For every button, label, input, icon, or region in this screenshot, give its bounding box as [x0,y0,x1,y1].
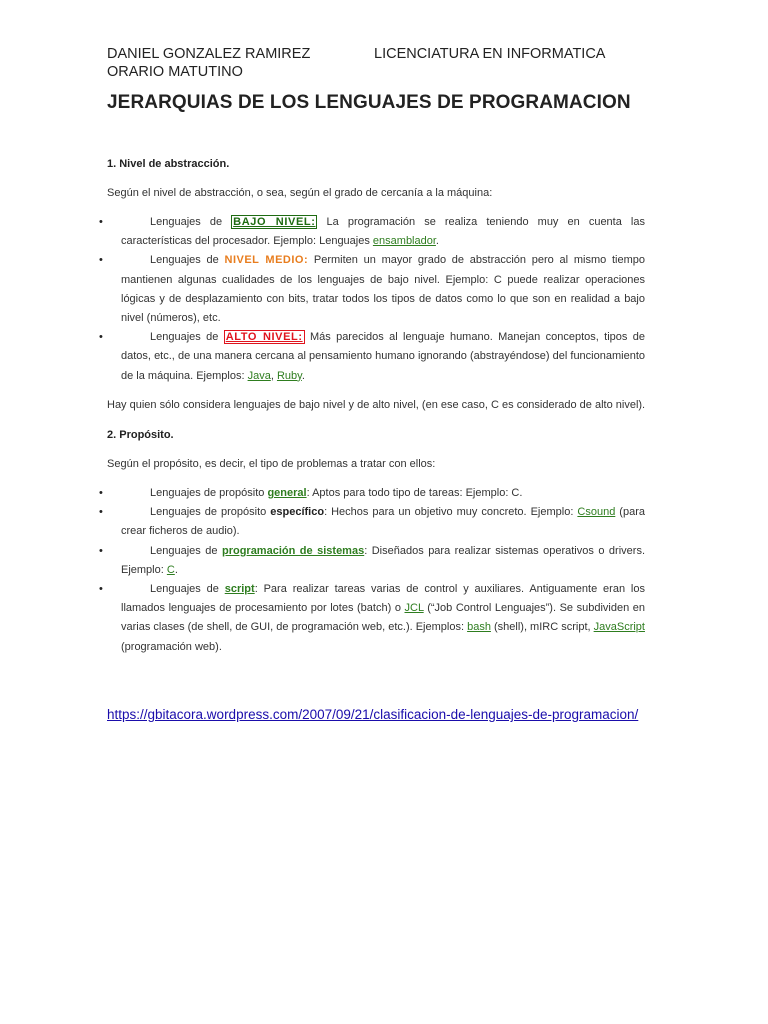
item-text: : Para realizar tareas varias de control y auxiliares. Antiguamente eran los llamados lenguajes de procesamiento por lotes (batch) o [121,583,645,615]
list-item-body [121,213,645,251]
section-1-list [0,213,768,386]
item-lead: Lenguajes de [150,544,222,557]
list-item-body [121,580,645,657]
item-lead: Lenguajes de [150,254,225,267]
link-c[interactable]: C [166,563,175,576]
item-lead: Lenguajes de propósito [150,506,271,519]
item-mid2: (shell), mIRC script, [490,621,594,634]
bullet-dot-icon: • [99,544,103,557]
link-javascript[interactable]: JavaScript [593,621,645,634]
list-item-script [0,580,768,657]
link-bash[interactable]: bash [467,621,491,634]
career-name: LICENCIATURA EN INFORMATICA [374,46,606,62]
list-item-general [0,484,768,503]
item-lead: Lenguajes de [150,331,224,344]
term-alto-nivel: ALTO NIVEL: [225,331,303,344]
term-bajo-nivel: BAJO NIVEL: [233,216,316,228]
link-script[interactable]: script [224,583,255,596]
list-item-body [121,251,645,328]
section-2-list [0,484,768,657]
link-general[interactable]: general [267,487,307,499]
list-item-bajo-nivel [0,213,768,251]
item-text: La programación se realiza teniendo muy en cuenta las características del procesador. Ejemplo: Lenguajes [121,216,645,248]
item-end: . [435,235,439,248]
bullet-dot-icon: • [99,216,103,228]
list-item-especifico [0,503,768,541]
item-lead: Lenguajes de propósito [150,487,268,499]
source-url-link[interactable]: https://gbitacora.wordpress.com/2007/09/21/clasificacion-de-lenguajes-de-programacion/ [107,707,639,722]
list-item-body [121,484,645,503]
item-end: . [301,369,305,382]
bullet-dot-icon: • [99,583,103,596]
list-item-body [121,503,645,541]
section-1-intro: Según el nivel de abstracción, o sea, según el grado de cercanía a la máquina: [107,187,493,199]
item-text: Más parecidos al lenguaje humano. Manejan conceptos, tipos de datos, etc., de una manera cercana al pensamiento humano ignorando (abstrayéndose) del funcionamiento de la máquina. Ejemplos: [121,331,645,382]
item-end: (programación web). [121,640,222,653]
list-item-body [121,328,645,386]
item-text: : Aptos para todo tipo de tareas: Ejemplo: C. [306,487,523,499]
link-csound[interactable]: Csound [577,506,616,519]
section-2-heading: 2. Propósito. [107,429,174,441]
bullet-dot-icon: • [99,506,103,519]
author-name: DANIEL GONZALEZ RAMIREZ [107,46,311,62]
link-ensamblador[interactable]: ensamblador [372,235,436,248]
item-lead: Lenguajes de [150,583,225,596]
link-jcl[interactable]: JCL [404,602,424,615]
item-text: : Diseñados para realizar sistemas operativos o drivers. Ejemplo: [121,544,645,576]
link-programacion-de-sistemas[interactable]: programación de sistemas [221,544,365,557]
list-item-alto-nivel [0,328,768,386]
term-nivel-medio: NIVEL MEDIO: [224,254,309,267]
list-item-sistemas [0,542,768,580]
item-sep: , [270,369,277,382]
section-2-intro: Según el propósito, es decir, el tipo de problemas a tratar con ellos: [107,458,436,470]
item-text: : Hechos para un objetivo muy concreto. Ejemplo: [324,506,578,519]
term-especifico: específico [270,506,325,519]
link-java[interactable]: Java [247,369,271,382]
section-1-note: Hay quien sólo considera lenguajes de bajo nivel y de alto nivel, (en ese caso, C es considerado de alto nivel). [107,399,646,411]
item-end: . [174,563,178,576]
link-ruby[interactable]: Ruby [276,369,302,382]
document-title: JERARQUIAS DE LOS LENGUAJES DE PROGRAMACION [107,92,631,113]
list-item-body [121,542,645,580]
list-item-nivel-medio [0,251,768,328]
item-mid: (“Job Control Lenguajes”). Se subdividen en varias clases (de shell, de GUI, de programación web, etc.). Ejemplos: [121,602,645,634]
bullet-dot-icon: • [99,254,103,267]
bullet-dot-icon: • [99,487,103,499]
item-text: Permiten un mayor grado de abstracción pero al mismo tiempo mantienen algunas cualidades de los lenguajes de bajo nivel. Ejemplo: C puede realizar operaciones lógicas y de desplazamiento con bits, tratar todos los tipos de datos como lo que son en realidad a bajo nivel (números), etc. [121,254,645,325]
shift-label: ORARIO MATUTINO [107,64,243,80]
section-1-heading: 1. Nivel de abstracción. [107,158,230,170]
item-lead: Lenguajes de [150,216,232,228]
bullet-dot-icon: • [99,331,103,344]
item-end: (para crear ficheros de audio). [121,506,645,538]
